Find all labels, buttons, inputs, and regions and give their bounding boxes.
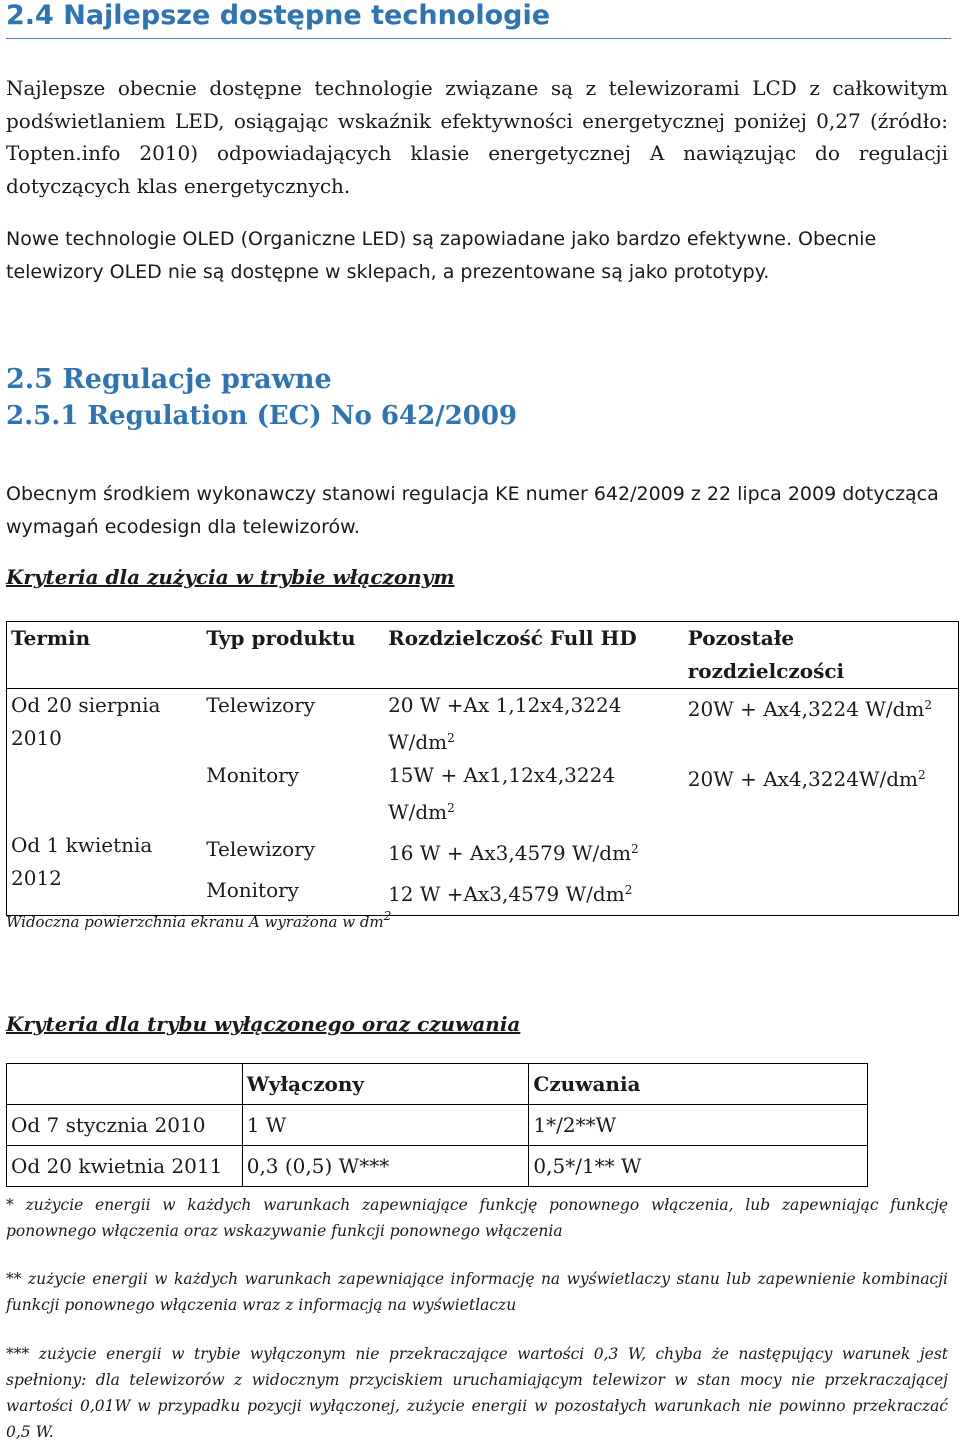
- header-blank: [7, 1064, 243, 1105]
- cell-fullhd: 12 W +Ax3,4579 $W/dm^2$: [388, 882, 633, 906]
- header-product-type: Typ produktu: [206, 626, 356, 650]
- cell-fullhd: 16 W + Ax3,4579 $W/dm^2$: [388, 841, 639, 865]
- cell-type: Telewizory: [206, 693, 316, 717]
- cell-term: Od 20 sierpnia 2010: [11, 693, 161, 750]
- paragraph-best-technologies: Najlepsze obecnie dostępne technologie związane są z telewizorami LCD z całkowitym podświetlaniem LED, osiągając wskaźnik efektywności energetycznej poniżej 0,27 (źródło: Topten.info 2010) odpowiadających klasie energetycznej A nawiązując do regulacji dotyczących klas energetycznych.: [6, 76, 948, 198]
- table-header-row: [7, 622, 959, 689]
- cell-other: $20W + Ax4,3224W/dm^2$: [687, 767, 926, 791]
- on-mode-criteria-table: [6, 621, 959, 916]
- heading-rule: [6, 38, 951, 39]
- table-on-note: Widoczna powierzchnia ekranu A wyrażona w $dm^2$: [6, 909, 392, 931]
- cell-other: 20W + Ax4,3224 $W/dm^2$: [687, 697, 932, 721]
- table-on-title: Kryteria dla zużycia w trybie włączonym: [6, 565, 455, 589]
- cell-fullhd: 15W + Ax1,12x4,3224 $W/dm^2$: [388, 763, 616, 824]
- cell-date: Od 20 kwietnia 2011: [7, 1146, 243, 1187]
- header-other-resolutions: Pozostałe rozdzielczości: [687, 626, 845, 683]
- table-row: [7, 829, 959, 870]
- cell-standby: 0,5*/1** W: [529, 1146, 868, 1187]
- cell-term: Od 1 kwietnia 2012: [11, 833, 153, 890]
- cell-other: [684, 829, 959, 870]
- cell-off: 1 W: [242, 1105, 529, 1146]
- footnote-3: *** zużycie energii w trybie wyłączonym nie przekraczające wartości 0,3 W, chyba że następujący warunek jest spełniony: dla telewizorów z widocznym przyciskiem uruchamiającym telewizor w stan mocy nie przekraczającej wartości 0,01W w przypadku pozycji wyłączonej, zużycie energii w pozostałych warunkach nie powinno przekraczać 0,5 W.: [6, 1345, 948, 1441]
- header-full-hd: Rozdzielczość Full HD: [388, 626, 637, 650]
- table-off-title: Kryteria dla trybu wyłączonego oraz czuwania: [6, 1012, 521, 1036]
- section-heading-2-5: 2.5 Regulacje prawne: [6, 364, 332, 395]
- cell-fullhd: 20 W +Ax 1,12x4,3224 $W/dm^2$: [388, 693, 622, 754]
- cell-type: Monitory: [206, 878, 299, 902]
- cell-off: 0,3 (0,5) W***: [242, 1146, 529, 1187]
- header-term: Termin: [11, 626, 91, 650]
- cell-other: [684, 870, 959, 916]
- paragraph-regulation: Obecnym środkiem wykonawczy stanowi regulacja KE numer 642/2009 z 22 lipca 2009 dotycząca wymagań ecodesign dla telewizorów.: [6, 483, 939, 538]
- header-off: Wyłączony: [242, 1064, 529, 1105]
- table-header-row: [7, 1064, 868, 1105]
- cell-standby: 1*/2**W: [529, 1105, 868, 1146]
- footnote-2: ** zużycie energii w każdych warunkach zapewniające informację na wyświetlaczy stanu lub zapewnienie kombinacji funkcji ponownego włączenia wraz z informacją na wyświetlaczu: [6, 1270, 948, 1314]
- cell-type: Telewizory: [206, 837, 316, 861]
- section-heading-2-5-1: 2.5.1 Regulation (EC) No 642/2009: [6, 401, 518, 431]
- footnote-1: * zużycie energii w każdych warunkach zapewniające funkcję ponownego włączenia, lub zapewniając funkcję ponownego włączenia oraz wskazywanie funkcji ponownego włączenia: [6, 1196, 948, 1240]
- table-row: [7, 1146, 868, 1187]
- off-standby-criteria-table: [6, 1063, 868, 1187]
- section-heading-2-4: 2.4 Najlepsze dostępne technologie: [6, 0, 551, 31]
- cell-type: Monitory: [206, 763, 299, 787]
- header-standby: Czuwania: [529, 1064, 868, 1105]
- table-row: [7, 1105, 868, 1146]
- table-row: [7, 689, 959, 760]
- paragraph-oled: Nowe technologie OLED (Organiczne LED) są zapowiadane jako bardzo efektywne. Obecnie telewizory OLED nie są dostępne w sklepach, a prezentowane są jako prototypy.: [6, 228, 877, 283]
- cell-date: Od 7 stycznia 2010: [7, 1105, 243, 1146]
